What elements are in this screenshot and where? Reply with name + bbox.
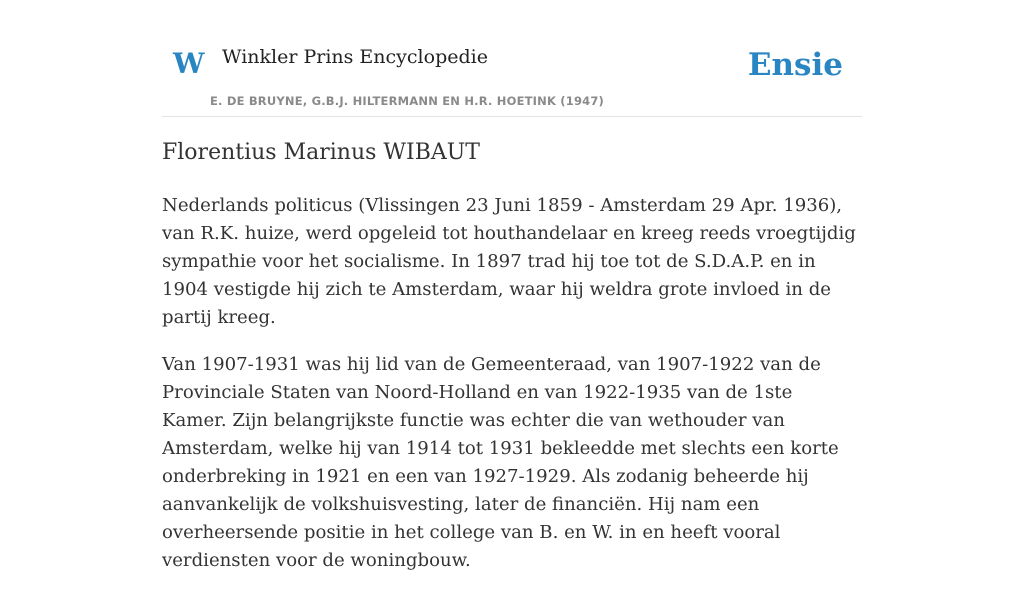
- source-title-link[interactable]: Winkler Prins Encyclopedie: [222, 46, 488, 68]
- source-header: [162, 0, 862, 117]
- article-body: [162, 192, 862, 594]
- source-logo[interactable]: W: [173, 47, 205, 80]
- article-paragraph: Nederlands politicus (Vlissingen 23 Juni 1859 - Amsterdam 29 Apr. 1936), van R.K. huize, werd opgeleid tot houthandelaar en kreeg reeds vroegtijdig sympathie voor het socialisme. In 1897 trad hij toe tot de S.D.A.P. en in 1904 vestigde hij zich te Amsterdam, waar hij weldra grote invloed in de partij kreeg.: [162, 195, 856, 328]
- article-paragraph: Van 1907-1931 was hij lid van de Gemeenteraad, van 1907-1922 van de Provinciale Staten van Noord-Holland en van 1922-1935 van de 1ste Kamer. Zijn belangrijkste functie was echter die van wethouder van Amsterdam, welke hij van 1914 tot 1931 bekleedde met slechts een korte onderbreking in 1921 en een van 1927-1929. Als zodanig beheerde hij aanvankelijk de volkshuisvesting, later de financiën. Hij nam een overheersende positie in het college van B. en W. in en heeft vooral verdiensten voor de woningbouw.: [162, 354, 839, 571]
- article-title: Florentius Marinus WIBAUT: [162, 140, 480, 165]
- source-authors: E. DE BRUYNE, G.B.J. HILTERMANN EN H.R. HOETINK (1947): [210, 94, 605, 108]
- ensie-logo[interactable]: Ensie: [747, 47, 843, 83]
- article-page: [162, 0, 862, 571]
